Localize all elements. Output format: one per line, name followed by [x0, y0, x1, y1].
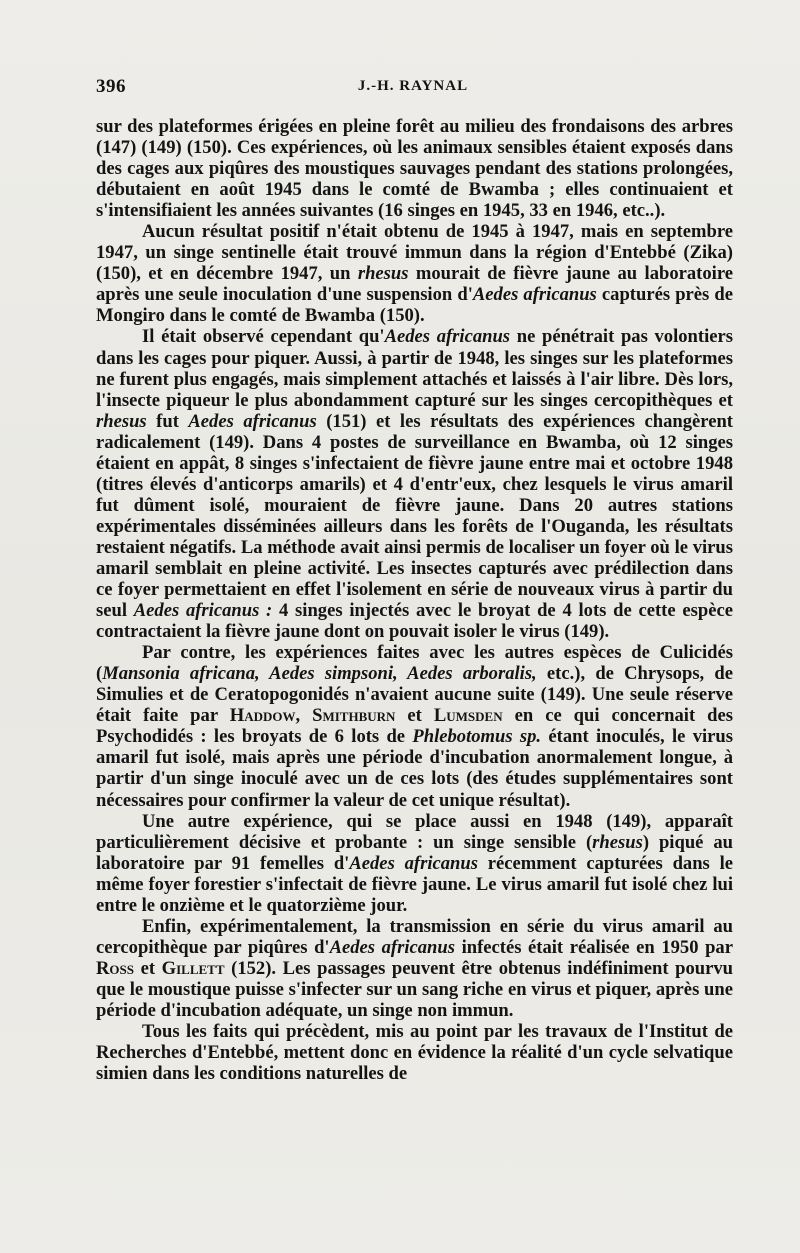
italic-term: Aedes africanus — [349, 852, 478, 874]
text-run: et — [134, 957, 162, 979]
text-run: (152). Les passages peuvent être obtenus indéfiniment pourvu que le moustique puisse s'infecter sur un sang riche en virus et piquer, après une période d'incubation adéquate, un singe non immun. — [96, 957, 734, 1021]
author-name: Smithburn — [312, 705, 396, 727]
text-run: 4 singes injectés avec le broyat de 4 lots de cette espèce contractaient la fièvre jaune dont on pouvait isoler le virus (149). — [96, 600, 733, 643]
text-run: en ce qui concernait des Psychodidés : les broyats de 6 lots de — [96, 705, 733, 748]
text-run: etc.), de Chrysops, de Simulies et de Ceratopogonidés n'avaient aucune suite (149). Une seule réserve était faite par — [96, 663, 734, 727]
author-name: Gillett — [161, 957, 225, 979]
text-run: ne pénétrait pas volontiers dans les cages pour piquer. Aussi, à partir de 1948, les singes sur les plateformes ne furent plus engagés, mais simplement attachés et laissés à l'air libre. Dès lors, l'insecte piqueur le plus abondamment capturé sur les singes cercopithèques et — [96, 326, 733, 411]
text-run: sur des plateformes érigées en pleine forêt au milieu des frondaisons des arbres (147) (149) (150). Ces expériences, où les animaux sensibles étaient exposés dans des cages aux piqûres des moustiques sauvages pendant des stations prolongées, débutaient en août 1945 dans le comté de Bwamba ; elles continuaient et s'intensifiaient les années suivantes (16 singes en 1945, 33 en 1946, etc..). — [96, 116, 733, 222]
paragraph — [96, 326, 733, 642]
italic-term: rhesus — [96, 410, 147, 432]
text-run: (151) et les résultats des expériences changèrent radicalement (149). Dans 4 postes de surveillance en Bwamba, où 12 singes étaient en appât, 8 singes s'infectaient de fièvre jaune entre mai et octobre 1948 (titres élevés d'anticorps amarils) et 4 d'entr'eux, chez lesquels le virus amaril fut dûment isolé, mouraient de fièvre jaune. Dans 20 autres stations expérimentales disséminées ailleurs dans les forêts de l'Ouganda, les résultats restaient négatifs. La méthode avait ainsi permis de localiser un foyer où le virus amaril semblait en pleine activité. Les insectes capturés avec prédilection dans ce foyer permettaient en effet l'isolement en série de nouveaux virus à partir du seul — [96, 410, 733, 622]
paragraph — [96, 916, 733, 1021]
paragraph — [96, 116, 733, 221]
text-run: étant inoculés, le virus amaril fut isolé, mais après une période d'incubation anormalement longue, à partir d'un singe inoculé avec un de ces lots (des études supplémentaires sont nécessaires pour confirmer la valeur de cet unique résultat). — [96, 726, 733, 811]
paragraph — [96, 642, 733, 810]
text-run: ) piqué au laboratoire par 91 femelles d' — [96, 831, 733, 874]
italic-term: rhesus — [592, 831, 643, 853]
text-run: Enfin, expérimentalement, la transmission en série du virus amaril au cercopithèque par piqûres d' — [96, 915, 733, 958]
text-run: infectés était réalisée en 1950 par — [454, 936, 733, 958]
text-run: , — [295, 705, 313, 727]
running-head: J.-H. RAYNAL — [357, 78, 469, 94]
text-run: capturés près de Mongiro dans le comté de Bwamba (150). — [96, 284, 733, 327]
text-run: Par contre, les expériences faites avec les autres espèces de Culicidés ( — [96, 642, 733, 685]
paragraph — [96, 1021, 733, 1084]
italic-term: Phlebotomus sp. — [412, 726, 542, 748]
text-run: Aucun résultat positif n'était obtenu de 1945 à 1947, mais en septembre 1947, un singe sentinelle était trouvé immun dans la région d'Entebbé (Zika) (150), et en décembre 1947, un — [96, 221, 733, 285]
author-name: Lumsden — [433, 705, 503, 727]
author-name: Ross — [96, 957, 134, 979]
text-run: fut — [146, 410, 189, 432]
text-run: Il était observé cependant qu' — [142, 326, 385, 348]
text-run: mourait de fièvre jaune au laboratoire après une seule inoculation d'une suspension d' — [96, 263, 733, 306]
text-run: Tous les faits qui précèdent, mis au point par les travaux de l'Institut de Recherches d'Entebbé, mettent donc en évidence la réalité d'un cycle selvatique simien dans les conditions naturelles de — [96, 1021, 733, 1085]
text-run: Une autre expérience, qui se place aussi en 1948 (149), apparaît particulièrement décisive et probante : un singe sensible ( — [96, 810, 733, 853]
text-run: récemment capturées dans le même foyer forestier s'infectait de fièvre jaune. Le virus amaril fut isolé chez lui entre le onzième et le quatorzième jour. — [96, 852, 734, 916]
author-name: Haddow — [229, 705, 296, 727]
italic-term: Aedes africanus — [472, 284, 597, 306]
italic-term: Aedes africanus : — [133, 600, 273, 622]
text-run: et — [395, 705, 434, 727]
paragraph — [96, 811, 733, 916]
page-header — [96, 76, 730, 100]
italic-term: Aedes africanus — [188, 410, 317, 432]
italic-term: Mansonia africana, Aedes simpsoni, Aedes arboralis, — [102, 663, 537, 685]
italic-term: rhesus — [357, 263, 409, 285]
body-text — [96, 116, 733, 1084]
paragraph — [96, 221, 733, 326]
italic-term: Aedes africanus — [329, 936, 455, 958]
page-number: 396 — [96, 76, 126, 97]
italic-term: Aedes africanus — [384, 326, 511, 348]
